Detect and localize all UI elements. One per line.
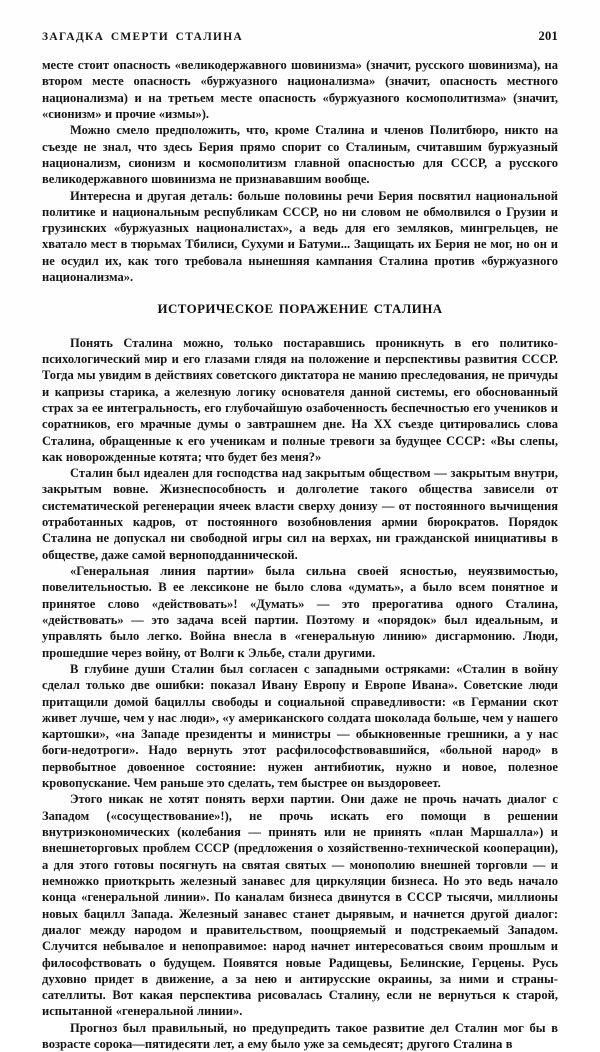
section-heading: ИСТОРИЧЕСКОЕ ПОРАЖЕНИЕ СТАЛИНА xyxy=(157,302,443,317)
page-number: 201 xyxy=(538,29,558,43)
paragraph: Понять Сталина можно, только постаравшись проникнуть в его политико-психологический мир и его глазами глядя на положение и перспективы развития СССР. Тогда мы увидим в действиях советского диктатора не манию преследования, не причуды и капризы старика, а железную логику основателя данной системы, его обоснованный страх за ее интегральность, его глубочайшую озабоченность беспечностью его учеников и соратников, его мрачные думы о завтрашнем дне. На XX съезде цитировались слова Сталина, обращенные к его ученикам и полные тревоги за будущее СССР: «Вы слепы, как новорожденные котята; что будет без меня?» xyxy=(42,335,558,464)
paragraph: Можно смело предположить, что, кроме Сталина и членов Политбюро, никто на съезде не знал, что здесь Берия прямо спорит со Сталиным, считавшим буржуазный национализм, сионизм и космополитизм главной опасностью для СССР, а русского великодержавного шовинизма не признававшим вообще. xyxy=(42,123,558,187)
paragraph: Интересна и другая деталь: больше половины речи Берия посвятил национальной политике и национальным республикам СССР, но ни словом не обмолвился о Грузии и грузинских «буржуазных националистах», а ведь для его земляков, мингрельцев, не хватало мест в тюрьмах Тбилиси, Сухуми и Батуми... Защищать их Берия не мог, но он и не осудил их, как того требовала нынешняя кампания Сталина против «буржуазного национализма». xyxy=(42,188,558,285)
heading-spacer-above xyxy=(42,285,558,301)
paragraph: Сталин был идеален для господства над закрытым обществом — закрытым внутри, закрытым вовне. Жизнеспособность и долголетие такого общества зависели от систематической регенерации ячеек власти сверху донизу — от постоянного вычищения отработанных кадров, от постоянного возобновления армии бюрократов. Порядок Сталина не допускал ни свободной игры сил на верхах, ни гражданской инициативы в обществе, даже самой верноподданнической. xyxy=(42,466,558,562)
paragraph: Прогноз был правильный, но предупредить такое развитие дел Сталин мог бы в возрасте сорока—пятидесяти лет, а ему было уже за семьдесят; другого Сталина в xyxy=(42,1020,558,1052)
paragraph: месте стоит опасность «великодержавного шовинизма» (значит, русского шовинизма), на втором месте опасность «буржуазного национализма» (значит, опасность местного национализма) и на третьем месте опасность «буржуазного космополитизма» (значит, «сионизм» и прочие «измы»). xyxy=(42,58,558,121)
paragraph: В глубине души Сталин был согласен с западными остряками: «Сталин в войну сделал только две ошибки: показал Ивану Европу и Европе Ивана». Советские люди притащили домой бациллы свободы и социальной справедливости: «в Германии скот живет лучше, чем у нас люди», «у американского солдата шоколада больше, чем у нашего картошки», «на Западе президенты и министры — обыкновенные грешники, а у нас боги-недотроги». Надо вернуть этот расфилософствовавшийся, «больной народ» в первобытное довоенное состояние: нужен антибиотик, нужно и новое, полезное кровопускание. Чем раньше это сделать, тем быстрее он выздоровеет. xyxy=(42,661,558,791)
text-column xyxy=(42,57,558,1052)
running-head xyxy=(42,29,558,47)
running-head-title: ЗАГАДКА СМЕРТИ СТАЛИНА xyxy=(42,31,244,43)
heading-spacer-below xyxy=(42,318,558,335)
paragraph: «Генеральная линия партии» была сильна своей ясностью, неуязвимостью, повелительностью. В ее лексиконе не было слова «думать», а было всем понятное и принятое слово «действовать»! «Думать» — это прерогатива одного Сталина, «действовать» — это задача всей партии. Поэтому и «порядок» был идеальным, и управлять было легко. Война внесла в «генеральную линию» дисгармонию. Люди, прошедшие через войну, от Волги к Эльбе, стали другими. xyxy=(42,564,558,660)
paragraph: Этого никак не хотят понять верхи партии. Они даже не прочь начать диалог с Западом («сосуществование»!), не прочь искать его помощи в решении внутриэкономических (колебания — принять или не принять «план Маршалла») и внешнеторговых проблем СССР (предложения о хозяйственно-технической кооперации), а для этого готовы посягнуть на святая святых — монополию внешней торговли — и немножко приоткрыть железный занавес для циркуляции бизнеса. Но это ведь начало конца «генеральной линии». По каналам бизнеса двинутся в СССР тысячи, миллионы новых бацилл Запада. Железный занавес станет дырявым, и начнется другой диалог: диалог между народом и правительством, поощряемый и подстрекаемый Западом. Случится небывалое и непоправимое: народ начнет интересоваться своим прошлым и философствовать о будущем. Появятся новые Радищевы, Белинские, Герцены. Русь духовно придет в движение, а за нею и антирусские окраины, за ними и страны-сателлиты. Вот какая перспектива рисовалась Сталину, если не вернуться к старой, испытанной «генеральной линии». xyxy=(42,792,558,1019)
